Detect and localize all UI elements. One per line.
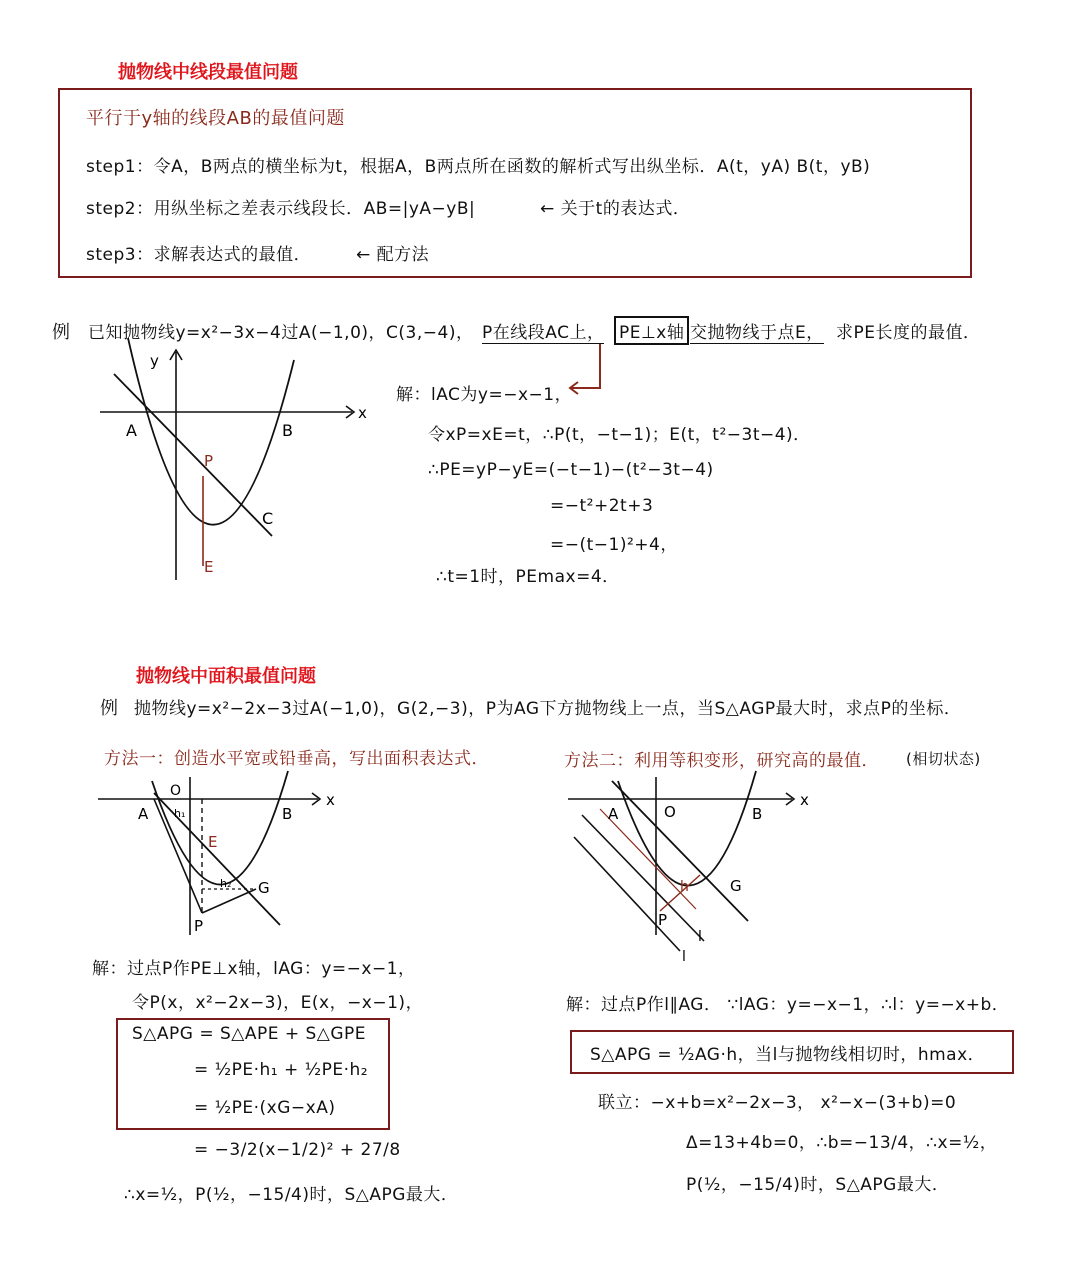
step1: step1：令A，B两点的横坐标为t，根据A，B两点所在函数的解析式写出纵坐标．A(t，yA) B(t，yB) (86, 157, 871, 177)
label-h2: h₂ (220, 877, 232, 890)
example1-text-d: 求PE长度的最值． (836, 323, 981, 343)
step2: step2：用纵坐标之差表示线段长．AB=|yA−yB| (86, 199, 476, 219)
section1-title: 抛物线中线段最值问题 (118, 62, 298, 83)
sol1-line4: =−t²+2t+3 (550, 496, 654, 516)
example2-prefix: 例 (100, 698, 119, 719)
sol2a-line1: 解：过点P作PE⊥x轴，lAG：y=−x−1， (92, 959, 416, 979)
example1-text-a: 已知抛物线y=x²−3x−4过A(−1,0)，C(3,−4)， (88, 323, 474, 343)
label-y: y (150, 352, 159, 370)
sol2b-line5: P(½，−15/4)时，S△APG最大． (686, 1175, 950, 1195)
label-P2: P (194, 917, 204, 935)
label-l1: l (698, 929, 702, 945)
label-P: P (204, 452, 214, 470)
method1-title: 方法一：创造水平宽或铅垂高，写出面积表达式． (104, 749, 489, 769)
graph-method2 (560, 775, 820, 965)
sol2a-line7: ∴x=½，P(½，−15/4)时，S△APG最大． (124, 1185, 459, 1205)
sol1-line3: ∴PE=yP−yE=(−t−1)−(t²−3t−4) (428, 460, 714, 480)
graph-example1 (90, 340, 380, 590)
sol2b-line3: 联立：−x+b=x²−2x−3， x²−x−(3+b)=0 (598, 1093, 957, 1113)
label-B3: B (752, 805, 763, 823)
label-h3: h (680, 879, 689, 895)
example2-text: 抛物线y=x²−2x−3过A(−1,0)，G(2,−3)，P为AG下方抛物线上一点，当S△AGP最大时，求点P的坐标． (134, 699, 962, 719)
example1-text-box: PE⊥x轴 (614, 316, 689, 345)
step3: step3：求解表达式的最值． (86, 245, 312, 265)
label-O: O (170, 783, 182, 799)
sol2a-line5: = ½PE·(xG−xA) (194, 1098, 336, 1118)
sol2b-line4: Δ=13+4b=0，∴b=−13/4，∴x=½， (686, 1133, 998, 1153)
method2-note: (相切状态) (906, 750, 981, 768)
box-heading: 平行于y轴的线段AB的最值问题 (86, 108, 345, 129)
label-E2: E (208, 833, 218, 851)
label-G2: G (258, 879, 270, 897)
label-A2: A (138, 805, 149, 823)
example1-text-b: P在线段AC上， (482, 318, 604, 344)
sol1-line1: 解：lAC为y=−x−1， (396, 385, 573, 405)
step2-note: ← 关于t的表达式． (540, 199, 691, 219)
sol2a-line6: = −3/2(x−1/2)² + 27/8 (194, 1140, 401, 1160)
sol2a-line3: S△APG = S△APE + S△GPE (132, 1024, 367, 1044)
label-l2: l (682, 949, 686, 965)
method2-title: 方法二：利用等积变形，研究高的最值． (564, 751, 879, 771)
sol2a-line4: = ½PE·h₁ + ½PE·h₂ (194, 1060, 369, 1080)
label-A: A (126, 421, 137, 440)
label-B2: B (282, 805, 293, 823)
section2-title: 抛物线中面积最值问题 (136, 666, 316, 687)
label-P3: P (658, 911, 668, 929)
label-E: E (204, 558, 214, 576)
sol2b-line2: S△APG = ½AG·h，当l与抛物线相切时，hmax． (590, 1045, 986, 1065)
example1-prefix: 例 (52, 322, 71, 343)
sol2b-line1: 解：过点P作l∥AG． ∵lAG：y=−x−1，∴l：y=−x+b． (566, 995, 1010, 1015)
sol2a-line2: 令P(x，x²−2x−3)，E(x，−x−1)， (132, 993, 424, 1013)
sol1-line5: =−(t−1)²+4， (550, 535, 678, 555)
label-x2: x (326, 791, 335, 809)
label-C: C (262, 509, 274, 528)
step3-note: ← 配方法 (356, 245, 430, 265)
label-x: x (358, 404, 367, 422)
label-h1: h₁ (174, 807, 186, 820)
example1-text-c: 交抛物线于点E， (690, 318, 824, 344)
sol1-line2: 令xP=xE=t，∴P(t，−t−1)；E(t，t²−3t−4)． (428, 425, 811, 445)
sol1-line6: ∴t=1时，PEmax=4． (436, 567, 620, 587)
graph-method1 (90, 775, 350, 945)
label-B: B (282, 421, 293, 440)
label-A3: A (608, 805, 619, 823)
label-O3: O (664, 803, 676, 821)
label-G3: G (730, 877, 742, 895)
label-x3: x (800, 791, 809, 809)
